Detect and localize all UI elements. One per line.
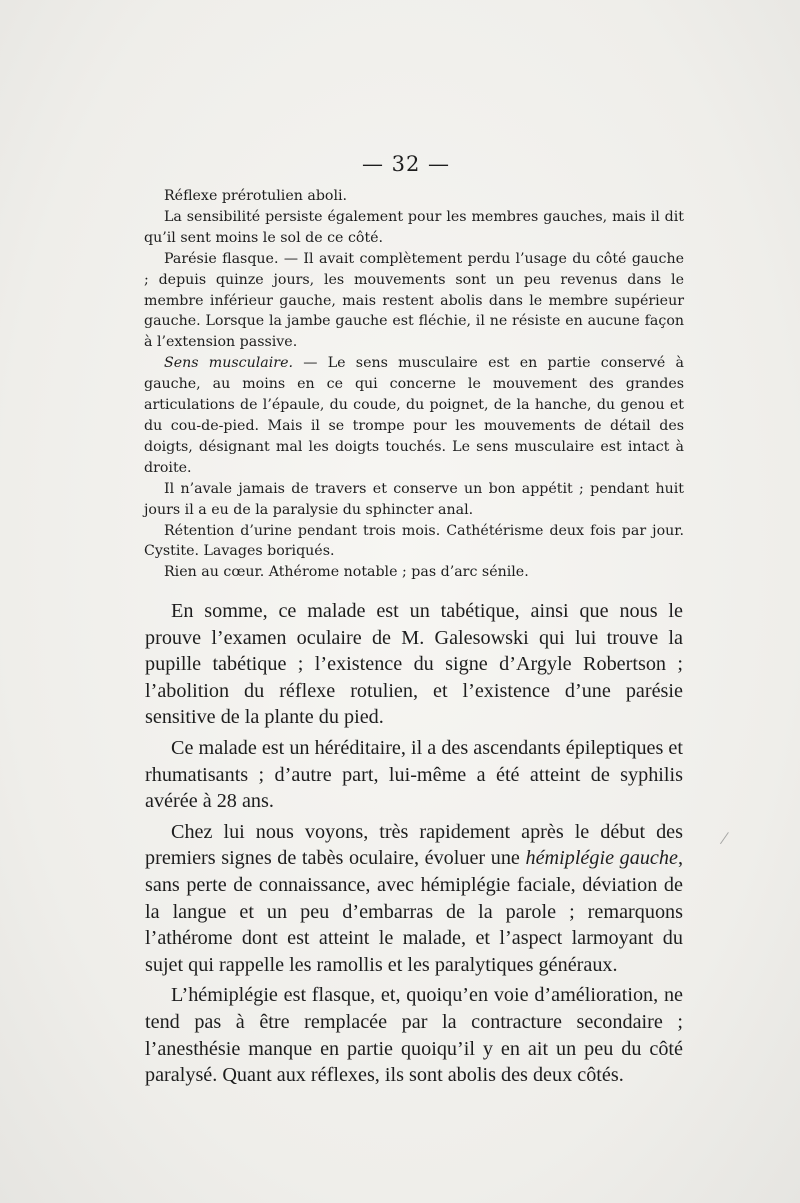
reflex-note: Réflexe prérotulien aboli.	[164, 188, 348, 204]
discussion-section	[145, 598, 683, 1093]
paragraph-3-start: Chez lui nous voyons, très rapidement après le début des premiers signes de tabès oculaire, évoluer une	[145, 820, 683, 870]
margin-mark	[720, 832, 737, 850]
page-number: — 32 —	[361, 152, 451, 176]
hemiplegia-emphasis: hémiplégie gauche	[525, 847, 678, 870]
discussion-paragraph-4: L’hémiplégie est flasque, et, quoiqu’en voie d’amélioration, ne tend pas à être remplacée par la contracture secondaire ; l’anesthésie manque en partie quoiqu’il y en ait un peu du côté paralysé. Quant aux réflexes, ils sont abolis des deux côtés.	[145, 984, 683, 1087]
muscular-sense-label: Sens musculaire.	[164, 355, 293, 372]
discussion-paragraph-3	[145, 819, 683, 979]
heart-note: Rien au cœur. Athérome notable ; pas d’arc sénile.	[164, 564, 529, 581]
discussion-paragraph-1: En somme, ce malade est un tabétique, ainsi que nous le prouve l’examen oculaire de M. Galesowski qui lui trouve la pupille tabétique ; l’existence du signe d’Argyle Robertson ; l’abolition du réflexe rotulien, et l’existence d’une parésie sensitive de la plante du pied.	[145, 600, 683, 729]
paragraph-3-end: , sans perte de connaissance, avec hémiplégie faciale, déviation de la langue et un peu d’embarras de la parole ; remarquons l’athérome dont est atteint le malade, et l’aspect larmoyant du sujet qui rappelle les ramollis et les paralytiques généraux.	[145, 847, 683, 976]
paresis-note: Parésie flasque. — Il avait complètement perdu l’usage du côté gauche ; depuis quinze jours, les mouvements sont un peu revenus dans le membre inférieur gauche, mais restent abolis dans le membre supérieur gauche. Lorsque la jambe gauche est fléchie, il ne résiste en aucune façon à l’extension passive.	[144, 250, 684, 351]
discussion-paragraph-2: Ce malade est un héréditaire, il a des ascendants épileptiques et rhumatisants ; d’autre part, lui-même a été atteint de syphilis avérée à 28 ans.	[145, 736, 683, 813]
sensibility-note: La sensibilité persiste également pour les membres gauches, mais il dit qu’il sent moins le sol de ce côté.	[144, 208, 684, 246]
muscular-sense-note	[144, 353, 684, 478]
clinical-notes-section	[144, 186, 684, 583]
muscular-sense-text: — Le sens musculaire est en partie conservé à gauche, au moins en ce qui concerne le mouvement des grandes articulations de l’épaule, du coude, du poignet, de la hanche, du genou et du cou-de-pied. Mais il se trompe pour les mouvements de détail des doigts, désignant mal les doigts touchés. Le sens musculaire est intact à droite.	[144, 355, 684, 476]
swallowing-note: Il n’avale jamais de travers et conserve un bon appétit ; pendant huit jours il a eu de la paralysie du sphincter anal.	[144, 480, 684, 518]
retention-note: Rétention d’urine pendant trois mois. Cathétérisme deux fois par jour. Cystite. Lavages boriqués.	[144, 522, 684, 560]
